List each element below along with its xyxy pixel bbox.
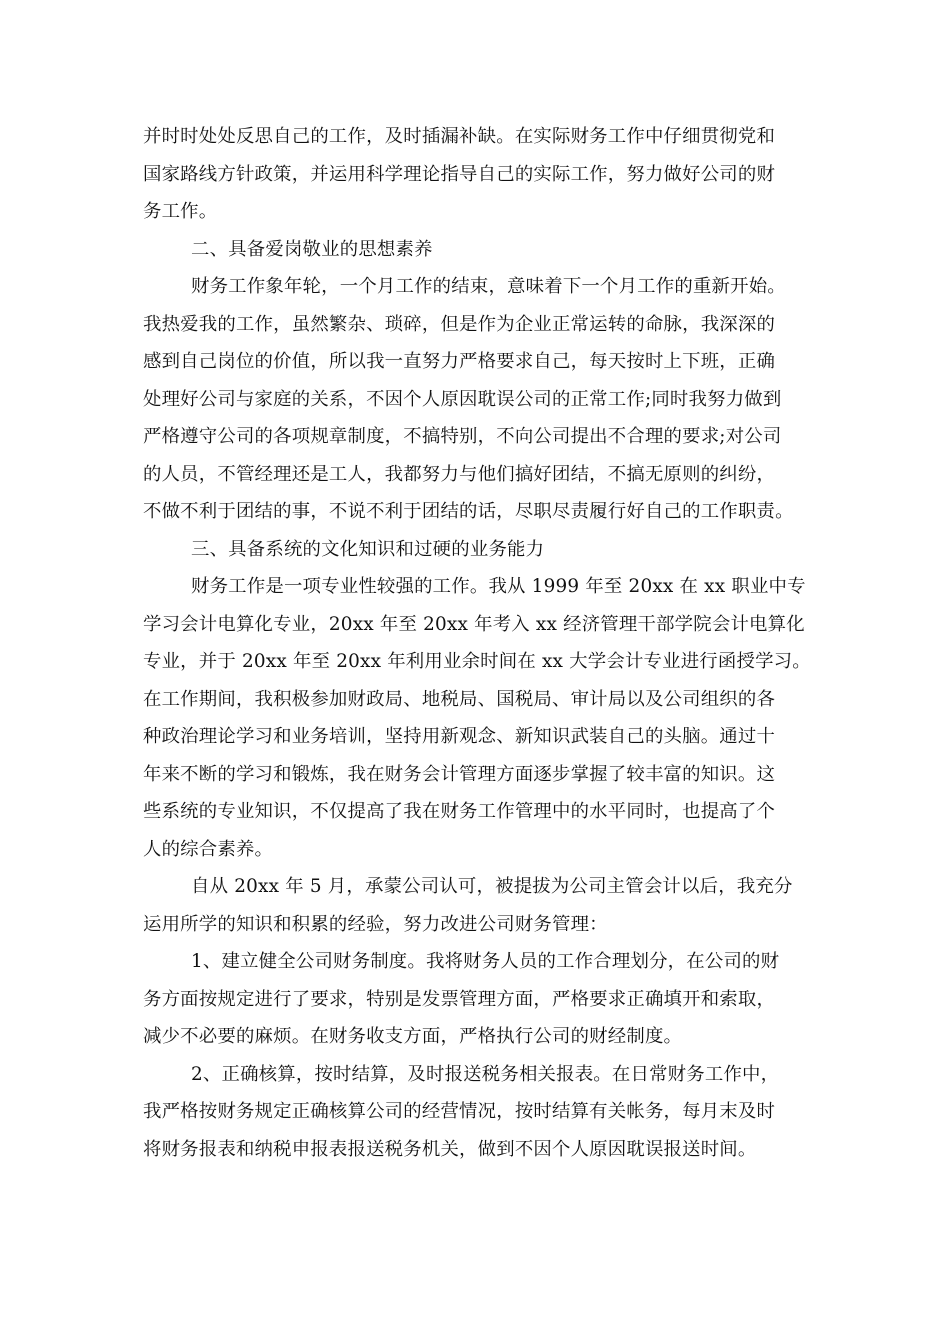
text-line: 减少不必要的麻烦。在财务收支方面，严格执行公司的财经制度。 — [143, 1026, 683, 1047]
text-line: 我热爱我的工作，虽然繁杂、琐碎，但是作为企业正常运转的命脉，我深深的 — [143, 313, 776, 335]
text-line: 自从 20xx 年 5 月，承蒙公司认可，被提拔为公司主管会计以后，我充分 — [191, 876, 793, 897]
text-line: 将财务报表和纳税申报表报送税务机关，做到不因个人原因耽误报送时间。 — [143, 1138, 757, 1160]
text-line: 人的综合素养。 — [143, 838, 274, 860]
text-line: 学习会计电算化专业，20xx 年至 20xx 年考入 xx 经济管理干部学院会计电算化 — [143, 613, 805, 635]
text-line: 并时时处处反思自己的工作，及时插漏补缺。在实际财务工作中仔细贯彻党和 — [143, 126, 776, 147]
text-line: 财务工作是一项专业性较强的工作。我从 1999 年至 20xx 在 xx 职业中专 — [191, 576, 806, 597]
text-line: 处理好公司与家庭的关系，不因个人原因耽误公司的正常工作;同时我努力做到 — [143, 388, 782, 410]
list-item: 2、正确核算，按时结算，及时报送税务相关报表。在日常财务工作中， — [191, 1063, 780, 1085]
text-line: 在工作期间，我积极参加财政局、地税局、国税局、审计局以及公司组织的各 — [143, 688, 776, 710]
text-line: 专业，并于 20xx 年至 20xx 年利用业余时间在 xx 大学会计专业进行函授学习。 — [143, 651, 811, 672]
list-item: 1、建立健全公司财务制度。我将财务人员的工作合理划分，在公司的财 — [191, 951, 780, 972]
text-line: 种政治理论学习和业务培训，坚持用新观念、新知识武装自己的头脑。通过十 — [143, 726, 776, 747]
text-line: 务方面按规定进行了要求，特别是发票管理方面，严格要求正确填开和索取， — [143, 988, 776, 1010]
text-line: 的人员，不管经理还是工人，我都努力与他们搞好团结，不搞无原则的纠纷， — [143, 463, 776, 485]
text-line: 些系统的专业知识，不仅提高了我在财务工作管理中的水平同时，也提高了个 — [143, 801, 776, 822]
text-line: 务工作。 — [143, 201, 218, 222]
section-heading: 三、具备系统的文化知识和过硬的业务能力 — [191, 538, 545, 560]
text-line: 我严格按财务规定正确核算公司的经营情况，按时结算有关帐务，每月末及时 — [143, 1101, 776, 1122]
text-line: 严格遵守公司的各项规章制度，不搞特别，不向公司提出不合理的要求;对公司 — [143, 426, 782, 447]
document-body — [143, 118, 813, 1168]
text-line: 年来不断的学习和锻炼，我在财务会计管理方面逐步掌握了较丰富的知识。这 — [143, 763, 776, 785]
text-line: 不做不利于团结的事，不说不利于团结的话，尽职尽责履行好自己的工作职责。 — [143, 501, 794, 522]
text-line: 财务工作象年轮，一个月工作的结束，意味着下一个月工作的重新开始。 — [191, 276, 786, 297]
text-line: 运用所学的知识和积累的经验，努力改进公司财务管理： — [143, 913, 608, 935]
section-heading: 二、具备爱岗敬业的思想素养 — [191, 238, 433, 260]
text-line: 国家路线方针政策，并运用科学理论指导自己的实际工作，努力做好公司的财 — [143, 163, 776, 185]
text-line: 感到自己岗位的价值，所以我一直努力严格要求自己，每天按时上下班，正确 — [143, 351, 776, 372]
